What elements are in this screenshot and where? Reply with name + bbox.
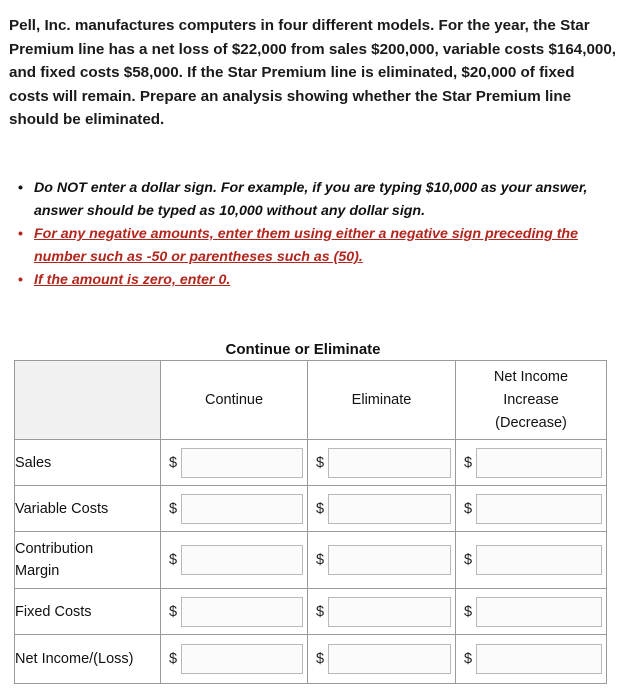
cell-contribution-margin-eliminate bbox=[308, 532, 456, 589]
fixed-costs-eliminate-input[interactable] bbox=[328, 597, 451, 627]
contribution-margin-continue-input[interactable] bbox=[181, 545, 303, 575]
table-row-net-income bbox=[15, 635, 607, 684]
dollar-sign: $ bbox=[316, 454, 325, 471]
table-row-contribution-margin bbox=[15, 532, 607, 589]
dollar-sign: $ bbox=[464, 552, 473, 568]
table-header-row bbox=[15, 361, 607, 440]
row-label-contribution-margin: Contribution Margin bbox=[15, 532, 161, 589]
dollar-sign: $ bbox=[316, 552, 325, 568]
cell-variable-costs-continue bbox=[161, 486, 308, 532]
table-row-variable-costs bbox=[15, 486, 607, 532]
cell-fixed-costs-eliminate bbox=[308, 589, 456, 635]
instructions-list bbox=[18, 177, 608, 292]
sales-net-input[interactable] bbox=[476, 448, 602, 478]
cell-sales-continue bbox=[161, 440, 308, 486]
dollar-sign: $ bbox=[316, 603, 325, 620]
dollar-sign: $ bbox=[464, 603, 473, 620]
net-income-net-input[interactable] bbox=[476, 644, 602, 674]
problem-statement: Pell, Inc. manufactures computers in four different models. For the year, the Star Premium line has a net loss of $22,000 from sales $200,000, variable costs $164,000, and fixed costs $58,000. If the Star Premium line is eliminated, $20,000 of fixed costs will remain. Prepare an analysis showing whether the Star Premium line should be eliminated. bbox=[9, 17, 617, 128]
dollar-sign: $ bbox=[169, 454, 178, 471]
table-row-fixed-costs bbox=[15, 589, 607, 635]
row-label-sales: Sales bbox=[15, 440, 161, 486]
variable-costs-continue-input[interactable] bbox=[181, 494, 303, 524]
cell-contribution-margin-net bbox=[456, 532, 607, 589]
cell-net-income-continue bbox=[161, 635, 308, 684]
cell-variable-costs-eliminate bbox=[308, 486, 456, 532]
row-label-net-income: Net Income/(Loss) bbox=[15, 635, 161, 684]
instruction-zero-amount: • If the amount is zero, enter 0. bbox=[18, 269, 608, 292]
bullet-icon: • bbox=[18, 272, 23, 288]
cell-sales-eliminate bbox=[308, 440, 456, 486]
bullet-icon: • bbox=[18, 226, 23, 242]
cell-fixed-costs-continue bbox=[161, 589, 308, 635]
bullet-icon: • bbox=[18, 180, 23, 196]
cell-variable-costs-net bbox=[456, 486, 607, 532]
instruction-negative-amounts: • For any negative amounts, enter them using either a negative sign preceding the number such as -50 or parentheses such as (50). bbox=[18, 223, 608, 269]
fixed-costs-continue-input[interactable] bbox=[181, 597, 303, 627]
table-row-sales bbox=[15, 440, 607, 486]
cell-net-income-eliminate bbox=[308, 635, 456, 684]
row-label-variable-costs: Variable Costs bbox=[15, 486, 161, 532]
table-caption: Continue or Eliminate bbox=[225, 341, 381, 358]
continue-or-eliminate-table bbox=[14, 360, 607, 684]
dollar-sign: $ bbox=[169, 603, 178, 620]
dollar-sign: $ bbox=[464, 651, 473, 667]
net-income-eliminate-input[interactable] bbox=[328, 644, 451, 674]
dollar-sign: $ bbox=[316, 651, 325, 667]
net-income-continue-input[interactable] bbox=[181, 644, 303, 674]
dollar-sign: $ bbox=[169, 552, 178, 568]
header-continue: Continue bbox=[161, 361, 308, 440]
cell-fixed-costs-net bbox=[456, 589, 607, 635]
sales-eliminate-input[interactable] bbox=[328, 448, 451, 478]
instruction-no-dollar-sign: • Do NOT enter a dollar sign. For example, if you are typing $10,000 as your answer, answer should be typed as 10,000 without any dollar sign. bbox=[18, 177, 608, 223]
cell-contribution-margin-continue bbox=[161, 532, 308, 589]
variable-costs-net-input[interactable] bbox=[476, 494, 602, 524]
contribution-margin-net-input[interactable] bbox=[476, 545, 602, 575]
variable-costs-eliminate-input[interactable] bbox=[328, 494, 451, 524]
dollar-sign: $ bbox=[464, 454, 473, 471]
dollar-sign: $ bbox=[169, 651, 178, 667]
sales-continue-input[interactable] bbox=[181, 448, 303, 478]
header-blank-cell bbox=[15, 361, 161, 440]
contribution-margin-eliminate-input[interactable] bbox=[328, 545, 451, 575]
header-net-income: Net Income Increase (Decrease) bbox=[456, 361, 607, 440]
row-label-fixed-costs: Fixed Costs bbox=[15, 589, 161, 635]
dollar-sign: $ bbox=[169, 500, 178, 517]
dollar-sign: $ bbox=[316, 500, 325, 517]
header-eliminate: Eliminate bbox=[308, 361, 456, 440]
cell-net-income-net bbox=[456, 635, 607, 684]
cell-sales-net bbox=[456, 440, 607, 486]
dollar-sign: $ bbox=[464, 500, 473, 517]
fixed-costs-net-input[interactable] bbox=[476, 597, 602, 627]
